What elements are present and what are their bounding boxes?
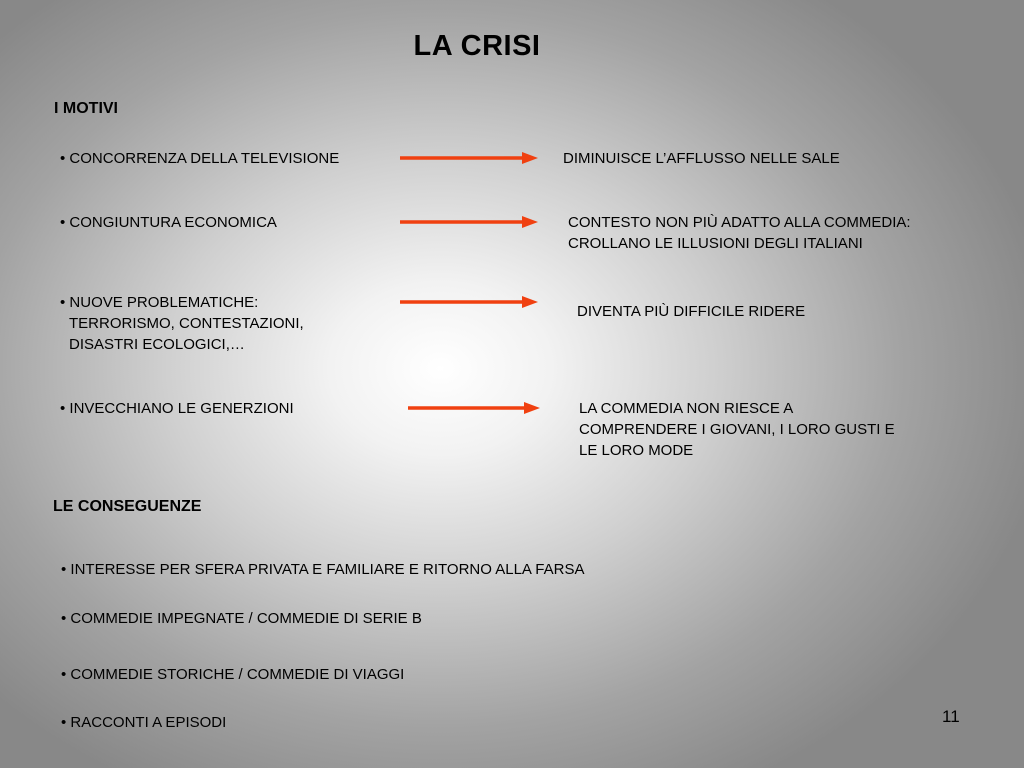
arrow-right-icon [398,150,543,166]
effect-new-problems: DIVENTA PIÙ DIFFICILE RIDERE [577,303,806,320]
cause-new-problems-line-1: • NUOVE PROBLEMATICHE: [60,294,259,311]
conseguenze-heading: LE CONSEGUENZE [53,498,202,515]
cause-television: • CONCORRENZA DELLA TELEVISIONE [60,150,340,167]
cause-generations: • INVECCHIANO LE GENERZIONI [60,400,294,417]
consequence-item: • RACCONTI A EPISODI [61,714,227,731]
effect-economy-line-2: CROLLANO LE ILLUSIONI DEGLI ITALIANI [568,235,863,252]
arrow-right-icon [398,294,543,310]
consequence-item: • INTERESSE PER SFERA PRIVATA E FAMILIARE E RITORNO ALLA FARSA [61,561,585,578]
cause-new-problems-line-3: DISASTRI ECOLOGICI,… [69,336,245,353]
arrow-right-icon [398,214,543,230]
effect-economy-line-1: CONTESTO NON PIÙ ADATTO ALLA COMMEDIA: [568,214,911,231]
page-number: 11 [942,707,960,726]
effect-television: DIMINUISCE L’AFFLUSSO NELLE SALE [563,150,840,167]
consequence-item: • COMMEDIE STORICHE / COMMEDIE DI VIAGGI [61,666,405,683]
effect-generations-line-3: LE LORO MODE [579,442,694,459]
cause-new-problems [60,292,304,355]
effect-generations-line-1: LA COMMEDIA NON RIESCE A [579,400,794,417]
slide-title: LA CRISI [413,30,541,62]
cause-new-problems-line-2: TERRORISMO, CONTESTAZIONI, [69,315,304,332]
motivi-heading: I MOTIVI [54,100,118,117]
cause-economy: • CONGIUNTURA ECONOMICA [60,214,277,231]
consequence-item: • COMMEDIE IMPEGNATE / COMMEDIE DI SERIE B [61,610,422,627]
arrow-right-icon [406,400,551,416]
effect-generations-line-2: COMPRENDERE I GIOVANI, I LORO GUSTI E [579,421,895,438]
effect-generations [579,398,895,461]
effect-economy [568,212,911,254]
